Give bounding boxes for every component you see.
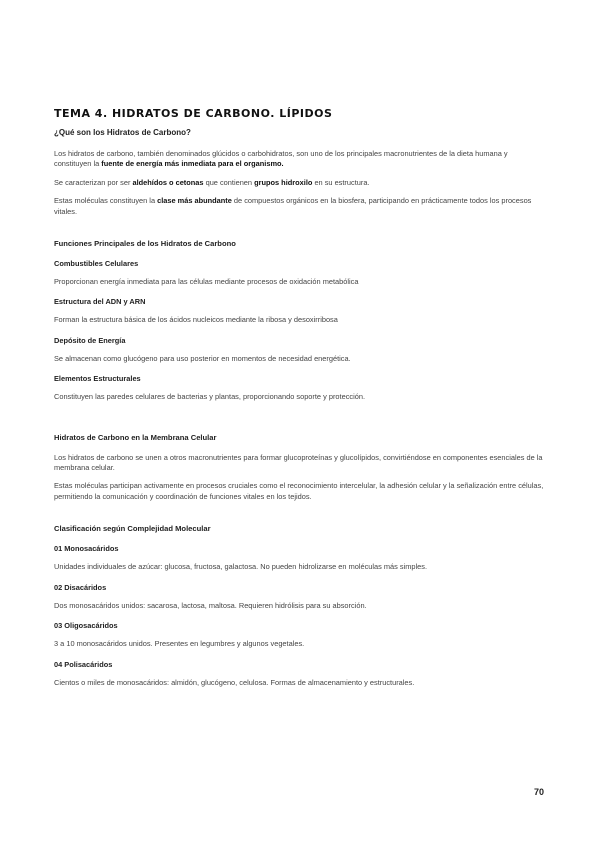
intro-p2-bold-b: grupos hidroxilo [254,177,313,187]
page-title: TEMA 4. HIDRATOS DE CARBONO. LÍPIDOS [54,107,333,120]
intro-paragraph-1 [54,149,544,170]
membrane-paragraph-2: Estas moléculas participan activamente en procesos cruciales como el reconocimiento intercelular, la adhesión celular y la señalización entre células, permitiendo la comunicación y coordinación de funciones vitales en los tejidos. [54,481,544,501]
classification-title: 02 Disacáridos [54,582,107,592]
classification-heading: Clasificación según Complejidad Molecular [54,524,211,534]
intro-p1-text: Los hidratos de carbono, también denominados glúcidos o carbohidratos, son uno de los principales macronutrientes de la dieta humana y constituyen la [54,149,508,169]
classification-title: 01 Monosacáridos [54,544,119,554]
function-text: Proporcionan energía inmediata para las células mediante procesos de oxidación metabólica [54,277,359,287]
functions-heading: Funciones Principales de los Hidratos de Carbono [54,239,236,249]
classification-title: 03 Oligosacáridos [54,621,118,631]
function-text: Constituyen las paredes celulares de bacterias y plantas, proporcionando soporte y protección. [54,392,365,402]
membrane-heading: Hidratos de Carbono en la Membrana Celular [54,432,217,442]
function-text: Se almacenan como glucógeno para uso posterior en momentos de necesidad energética. [54,353,351,363]
intro-p3-text-b: de compuestos orgánicos en la biosfera, participando en prácticamente todos los procesos vitales. [54,196,532,216]
classification-title: 04 Polisacáridos [54,659,113,669]
section-question: ¿Qué son los Hidratos de Carbono? [54,128,191,137]
classification-text: Unidades individuales de azúcar: glucosa, fructosa, galactosa. No pueden hidrolizarse en moléculas más simples. [54,562,428,572]
membrane-paragraph-1: Los hidratos de carbono se unen a otros macronutrientes para formar glucoproteínas y glucolípidos, convirtiéndose en componentes esenciales de la membrana celular. [54,452,543,473]
function-title: Depósito de Energía [54,335,126,345]
document-page [54,107,544,698]
page-number: 70 [533,787,544,797]
intro-p2-text-a: Se caracterizan por ser [54,177,133,187]
intro-p2-bold-a: aldehídos o cetonas [132,177,204,187]
intro-p2-text-b: que contienen [203,177,255,187]
classification-text: 3 a 10 monosacáridos unidos. Presentes en legumbres y algunos vegetales. [54,639,305,649]
function-title: Combustibles Celulares [54,259,139,269]
intro-p3-text-a: Estas moléculas constituyen la [54,196,158,206]
intro-paragraph-2 [54,178,544,188]
function-title: Elementos Estructurales [54,374,141,384]
function-text: Forman la estructura básica de los ácidos nucleicos mediante la ribosa y desoxirribosa [54,315,338,325]
classification-text: Cientos o miles de monosacáridos: almidón, glucógeno, celulosa. Formas de almacenamiento y estructurales. [54,677,415,687]
function-title: Estructura del ADN y ARN [54,297,146,307]
classification-text: Dos monosacáridos unidos: sacarosa, lactosa, maltosa. Requieren hidrólisis para su absorción. [54,600,367,610]
intro-p3-bold: clase más abundante [157,196,232,206]
intro-p1-bold: fuente de energía más inmediata para el organismo. [101,159,284,169]
intro-p2-text-c: en su estructura. [312,177,370,187]
intro-paragraph-3 [54,196,544,217]
